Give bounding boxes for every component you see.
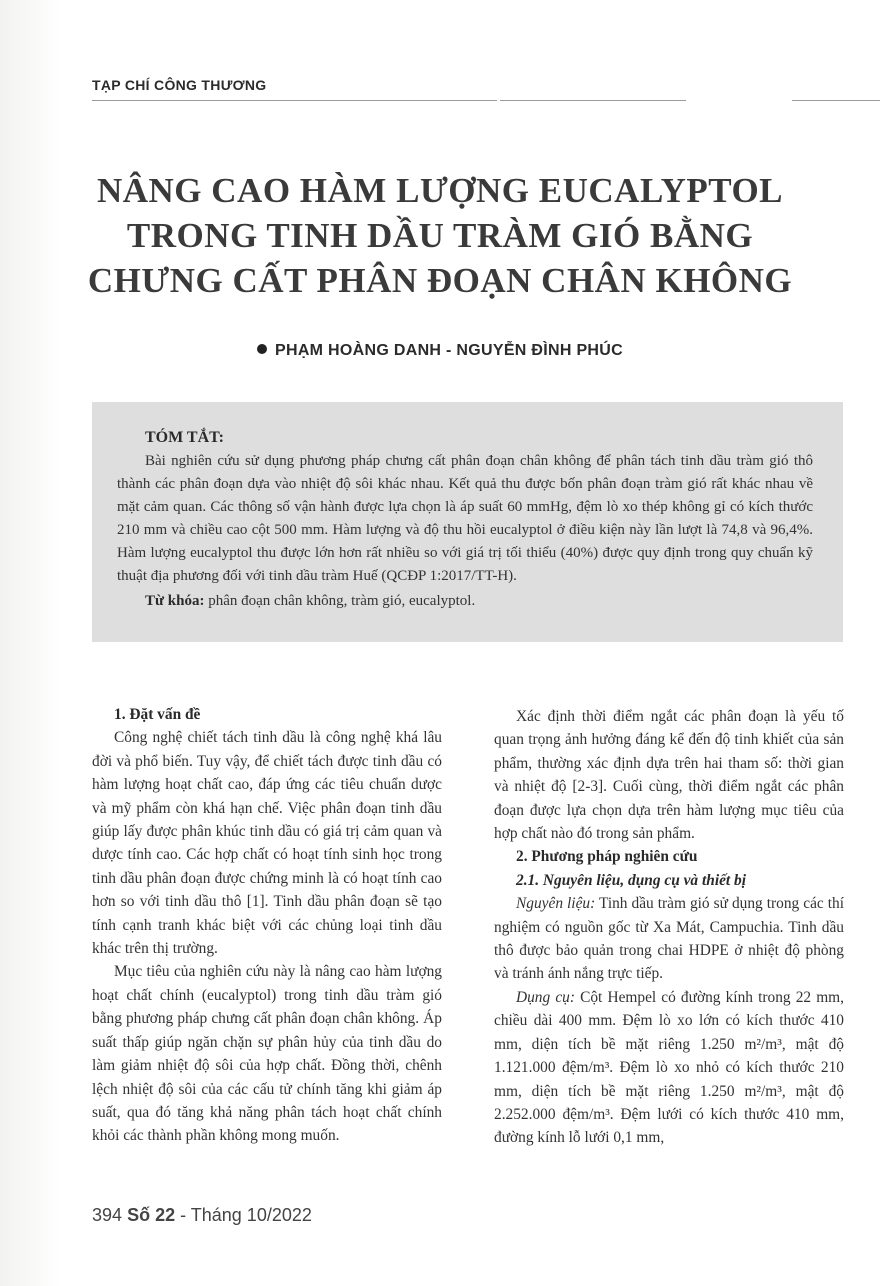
- paragraph: Công nghệ chiết tách tinh dầu là công nghệ khá lâu đời và phổ biến. Tuy vậy, để chiết tách được tinh dầu có hàm lượng hoạt chất cao, đáp ứng các tiêu chuẩn dược và mỹ phẩm còn khá hạn chế. Việc phân đoạn tinh dầu giúp lấy được phân khúc tinh dầu có giá trị cảm quan và dược tính cao. Các hợp chất có hoạt tính sinh học trong tinh dầu phân đoạn được chứng minh là có hoạt tính cao hơn so với tinh dầu thô [1]. Tinh dầu phân đoạn sẽ tạo tính cạnh tranh khác biệt với các chủng loại tinh dầu khác trên thị trường.: [92, 729, 442, 958]
- left-column: [92, 703, 442, 1148]
- keywords: [117, 590, 813, 613]
- bullet-icon: [257, 344, 267, 354]
- header-rule: [792, 100, 880, 101]
- right-column: [494, 705, 844, 1150]
- journal-name: TẠP CHÍ CÔNG THƯƠNG: [92, 77, 267, 93]
- keywords-text: phân đoạn chân không, tràm gió, eucalyptol.: [204, 593, 476, 609]
- page-number: 394: [92, 1205, 123, 1225]
- paragraph: [494, 986, 844, 1150]
- title-line: NÂNG CAO HÀM LƯỢNG EUCALYPTOL: [96, 171, 784, 210]
- issue-date: Tháng 10/2022: [190, 1205, 312, 1225]
- section-heading: 2. Phương pháp nghiên cứu: [516, 848, 698, 866]
- authors: PHẠM HOÀNG DANH - NGUYỄN ĐÌNH PHÚC: [275, 342, 623, 359]
- header-rule: [500, 100, 686, 101]
- abstract-text: Bài nghiên cứu sử dụng phương pháp chưng cất phân đoạn chân không để phân tách tinh dầu tràm gió thô thành các phân đoạn dựa vào nhiệt độ sôi khác nhau. Kết quả thu được bốn phân đoạn tràm gió rất khác nhau về mặt cảm quan. Các thông số vận hành được lựa chọn là áp suất 60 mmHg, đệm lò xo thép không gỉ có kích thước 210 mm và chiều cao cột 500 mm. Hàm lượng và độ thu hồi eucalyptol ở điều kiện này lần lượt là 74,8 và 96,4%. Hàm lượng eucalyptol thu được lớn hơn rất nhiều so với giá trị tối thiểu (40%) được quy định trong quy chuẩn kỹ thuật địa phương đối với tinh dầu tràm Huế (QCĐP 1:2017/TT-H).: [117, 453, 813, 584]
- issue-label: Số 22: [127, 1205, 176, 1225]
- article-title: [60, 168, 820, 303]
- abstract-box: [92, 402, 843, 642]
- author-line: [0, 342, 880, 360]
- materials-text: Tinh dầu tràm gió sử dụng trong các thí nghiệm có nguồn gốc từ Xa Mát, Campuchia. Tinh dầu thô được bảo quản trong chai HDPE ở nhiệt độ phòng và tránh ánh nắng trực tiếp.: [494, 895, 844, 983]
- paragraph: Mục tiêu của nghiên cứu này là nâng cao hàm lượng hoạt chất chính (eucalyptol) trong tinh dầu tràm gió bằng phương pháp chưng cất phân đoạn chân không. Áp suất thấp giúp ngăn chặn sự phân hủy của tinh dầu do làm giảm nhiệt độ sôi của hợp chất. Đồng thời, chênh lệch nhiệt độ sôi của các cấu tử chính tăng khi giảm áp suất, qua đó tăng khả năng phân tách hoạt chất chính khỏi các thành phần không mong muốn.: [92, 963, 442, 1145]
- tools-label: Dụng cụ:: [516, 988, 575, 1006]
- footer-separator: -: [175, 1205, 191, 1225]
- materials-label: Nguyên liệu:: [516, 895, 596, 913]
- title-line: TRONG TINH DẦU TRÀM GIÓ BẰNG: [126, 216, 754, 255]
- title-line: CHƯNG CẤT PHÂN ĐOẠN CHÂN KHÔNG: [87, 261, 793, 300]
- abstract-heading: TÓM TẮT:: [145, 429, 224, 446]
- tools-text: Cột Hempel có đường kính trong 22 mm, chiều dài 400 mm. Đệm lò xo lớn có kích thước 410 mm, diện tích bề mặt riêng 1.250 m²/m³, mật độ 1.121.000 đệm/m³. Đệm lò xo nhỏ có kích thước 210 mm, diện tích bề mặt riêng 1.250 m²/m³, mật độ 2.252.000 đệm/m³. Đệm lưới có kích thước 410 mm, đường kính lỗ lưới 0,1 mm,: [494, 988, 844, 1147]
- keywords-label: Từ khóa:: [145, 593, 205, 609]
- section-heading: 1. Đặt vấn đề: [114, 706, 201, 723]
- page-footer: [92, 1205, 312, 1226]
- paragraph: [494, 892, 844, 986]
- paragraph: Xác định thời điểm ngắt các phân đoạn là yếu tố quan trọng ảnh hưởng đáng kể đến độ tinh khiết của sản phẩm, thường xác định dựa trên hai tham số: thời gian và nhiệt độ [2-3]. Cuối cùng, thời điểm ngắt các phân đoạn được lựa chọn dựa trên hàm lượng mục tiêu của hợp chất nào đó trong sản phẩm.: [494, 708, 844, 843]
- header-rule: [92, 100, 497, 101]
- subsection-heading: 2.1. Nguyên liệu, dụng cụ và thiết bị: [516, 871, 747, 889]
- page-edge-shadow: [0, 0, 60, 1286]
